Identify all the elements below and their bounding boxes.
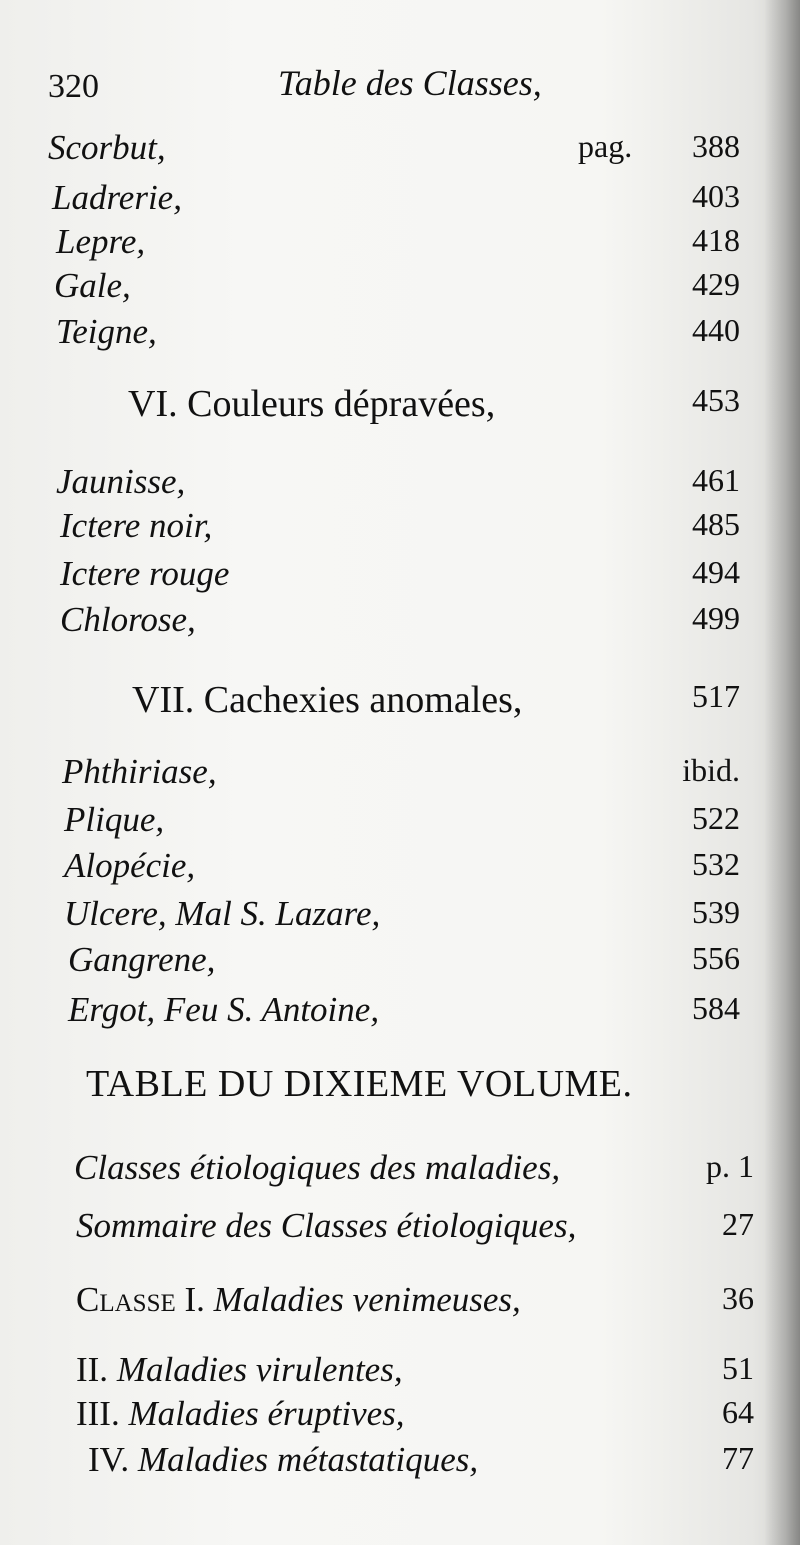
entry-label: Ictere rouge [60, 554, 230, 593]
entry-page: 539 [692, 894, 740, 930]
toc-entry [0, 846, 800, 890]
entry-page: 584 [692, 990, 740, 1026]
entry-page: 388 [692, 128, 740, 164]
entry-label: Chlorose, [60, 600, 196, 639]
toc-entry [0, 1350, 800, 1394]
toc-entry [0, 506, 800, 550]
toc-entry [0, 990, 800, 1034]
entry-prefix: pag. [578, 128, 633, 164]
entry-label: Ergot, Feu S. Antoine, [68, 990, 380, 1029]
entry-page: 494 [692, 554, 740, 590]
class-numeral: Classe I. [76, 1280, 205, 1319]
toc-entry [0, 266, 800, 310]
toc-entry [0, 1206, 800, 1250]
toc-entry [0, 1394, 800, 1438]
entry-label: Alopécie, [64, 846, 196, 885]
entry-page: 36 [722, 1280, 754, 1316]
entry-label: Gangrene, [68, 940, 216, 979]
entry-page: 403 [692, 178, 740, 214]
entry-page: 27 [722, 1206, 754, 1242]
toc-entry [0, 752, 800, 796]
entry-label: Phthiriase, [62, 752, 217, 791]
entry-page: 418 [692, 222, 740, 258]
class-title: Maladies métastatiques, [137, 1440, 479, 1479]
entry-page: p. 1 [706, 1148, 754, 1184]
entry-label: Jaunisse, [56, 462, 186, 501]
toc-entry [0, 1148, 800, 1192]
section-page: 453 [692, 382, 740, 418]
toc-entry [0, 940, 800, 984]
running-header [48, 58, 748, 108]
entry-label [76, 1280, 521, 1320]
class-title: Maladies venimeuses, [213, 1280, 521, 1319]
toc-entry [0, 222, 800, 266]
entry-label [76, 1350, 403, 1390]
entry-page: 485 [692, 506, 740, 542]
entry-page: 499 [692, 600, 740, 636]
class-numeral: II. [76, 1350, 109, 1389]
entry-label [88, 1440, 478, 1480]
toc-entry [0, 1280, 800, 1324]
section-heading [0, 678, 800, 722]
entry-label: Classes étiologiques des maladies, [74, 1148, 561, 1187]
section-page: 517 [692, 678, 740, 714]
running-title: Table des Classes, [278, 63, 542, 103]
toc-entry [0, 600, 800, 644]
entry-label [76, 1394, 405, 1434]
entry-page: 429 [692, 266, 740, 302]
entry-label: Plique, [64, 800, 165, 839]
class-title: Maladies éruptives, [128, 1394, 405, 1433]
toc-entry [0, 178, 800, 222]
toc-entry [0, 554, 800, 598]
class-numeral: IV. [88, 1440, 130, 1479]
entry-page: ibid. [682, 752, 740, 788]
toc-entry [0, 312, 800, 356]
entry-label: Scorbut, [48, 128, 166, 167]
class-numeral: III. [76, 1394, 120, 1433]
toc-entry [0, 128, 800, 172]
entry-page: 77 [722, 1440, 754, 1476]
volume-heading: TABLE DU DIXIEME VOLUME. [86, 1063, 633, 1105]
section-label: VII. Cachexies anomales, [132, 679, 523, 721]
entry-page: 51 [722, 1350, 754, 1386]
entry-label: Ulcere, Mal S. Lazare, [64, 894, 381, 933]
class-title: Maladies virulentes, [116, 1350, 403, 1389]
entry-label: Gale, [54, 266, 131, 305]
entry-page: 522 [692, 800, 740, 836]
toc-entry [0, 462, 800, 506]
section-heading [0, 382, 800, 426]
entry-label: Teigne, [56, 312, 157, 351]
entry-page: 64 [722, 1394, 754, 1430]
entry-label: Sommaire des Classes étiologiques, [76, 1206, 577, 1245]
toc-entry [0, 894, 800, 938]
toc-entry [0, 1440, 800, 1484]
entry-label: Ladrerie, [52, 178, 182, 217]
section-label: VI. Couleurs dépravées, [128, 383, 496, 425]
entry-page: 461 [692, 462, 740, 498]
entry-page: 556 [692, 940, 740, 976]
entry-label: Ictere noir, [60, 506, 213, 545]
entry-page: 532 [692, 846, 740, 882]
entry-page: 440 [692, 312, 740, 348]
entry-label: Lepre, [56, 222, 146, 261]
toc-entry [0, 800, 800, 844]
page-number: 320 [48, 68, 99, 105]
